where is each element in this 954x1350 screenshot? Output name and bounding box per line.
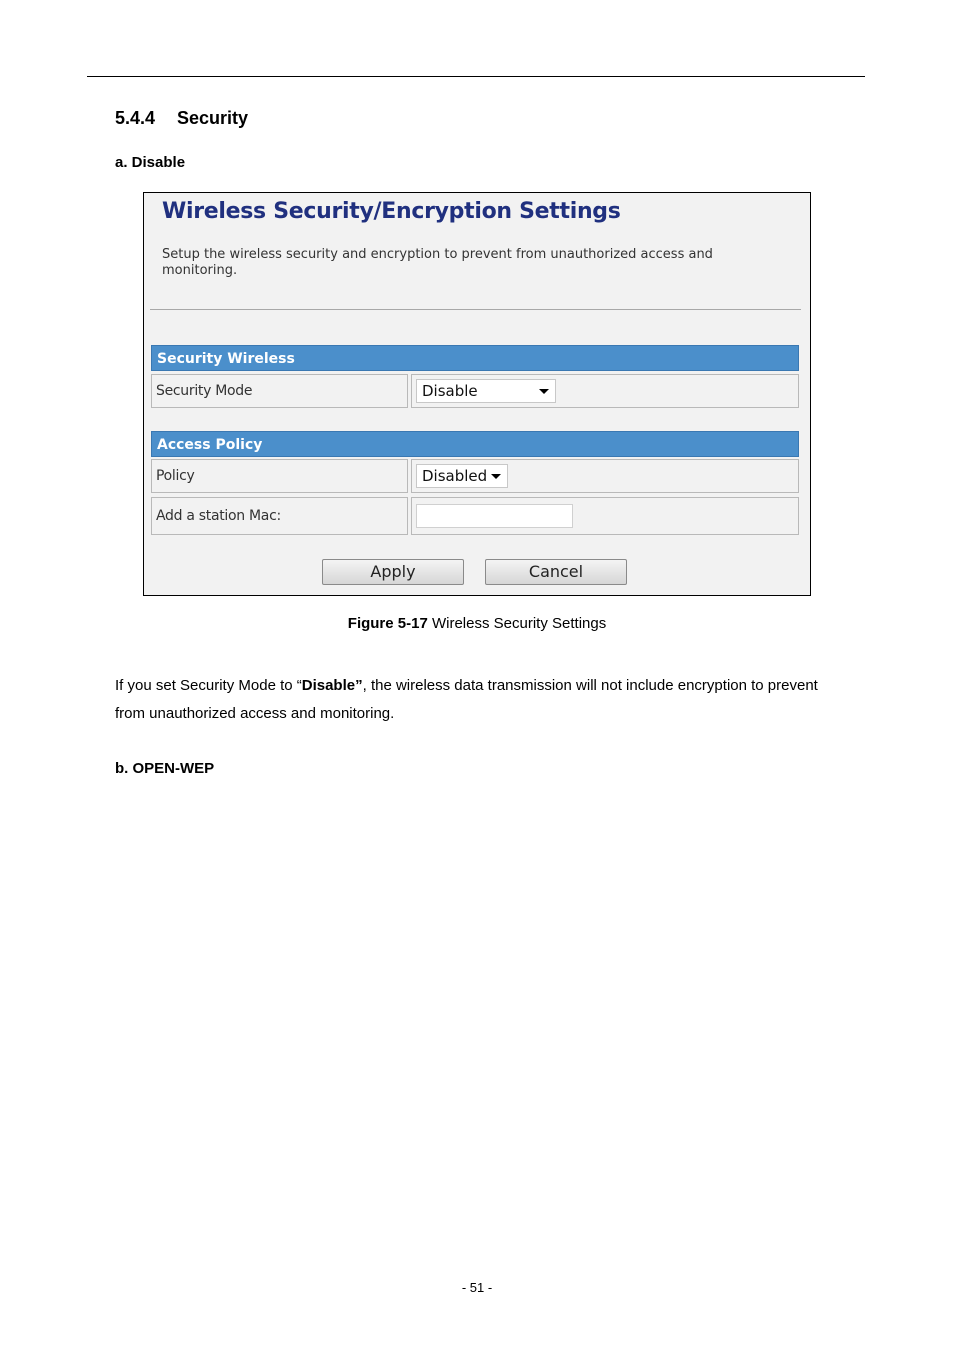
security-mode-row xyxy=(151,374,799,410)
paragraph-text-start: If you set Security Mode to “ xyxy=(115,677,302,694)
subsection-heading-open-wep: b. OPEN-WEP xyxy=(115,760,215,777)
settings-screenshot xyxy=(143,192,811,596)
panel-description: Setup the wireless security and encryption to prevent from unauthorized access and monitoring. xyxy=(162,247,713,278)
section-heading xyxy=(115,108,248,129)
policy-label: Policy xyxy=(151,459,408,493)
figure-caption xyxy=(0,615,954,632)
chevron-down-icon xyxy=(491,474,501,479)
security-wireless-header: Security Wireless xyxy=(151,345,799,371)
station-mac-cell xyxy=(411,497,799,535)
security-mode-value: Disable xyxy=(422,382,478,400)
policy-cell xyxy=(411,459,799,493)
policy-select[interactable] xyxy=(416,464,508,488)
chevron-down-icon xyxy=(539,389,549,394)
page-number: - 51 - xyxy=(461,1280,493,1295)
policy-value: Disabled xyxy=(422,467,488,485)
security-mode-select[interactable] xyxy=(416,379,556,403)
policy-row xyxy=(151,459,799,495)
panel-title: Wireless Security/Encryption Settings xyxy=(162,199,621,224)
section-title: Security xyxy=(177,108,249,128)
cancel-button[interactable]: Cancel xyxy=(485,559,627,585)
panel-divider xyxy=(150,309,801,310)
paragraph-text-end: , the wireless data transmission will not include encryption to prevent from unauthorized access and monitoring. xyxy=(115,677,818,722)
figure-caption-text: Wireless Security Settings xyxy=(431,615,607,632)
apply-button[interactable]: Apply xyxy=(322,559,464,585)
paragraph-bold-term: Disable” xyxy=(301,677,363,694)
station-mac-label: Add a station Mac: xyxy=(151,497,408,535)
subsection-heading-disable: a. Disable xyxy=(115,154,186,171)
figure-number: Figure 5-17 xyxy=(347,615,428,632)
security-mode-label: Security Mode xyxy=(151,374,408,408)
security-mode-cell xyxy=(411,374,799,408)
section-number: 5.4.4 xyxy=(115,108,156,128)
access-policy-header: Access Policy xyxy=(151,431,799,457)
station-mac-row xyxy=(151,497,799,535)
body-paragraph xyxy=(115,672,835,728)
station-mac-input[interactable] xyxy=(416,504,573,528)
header-rule xyxy=(87,76,865,77)
